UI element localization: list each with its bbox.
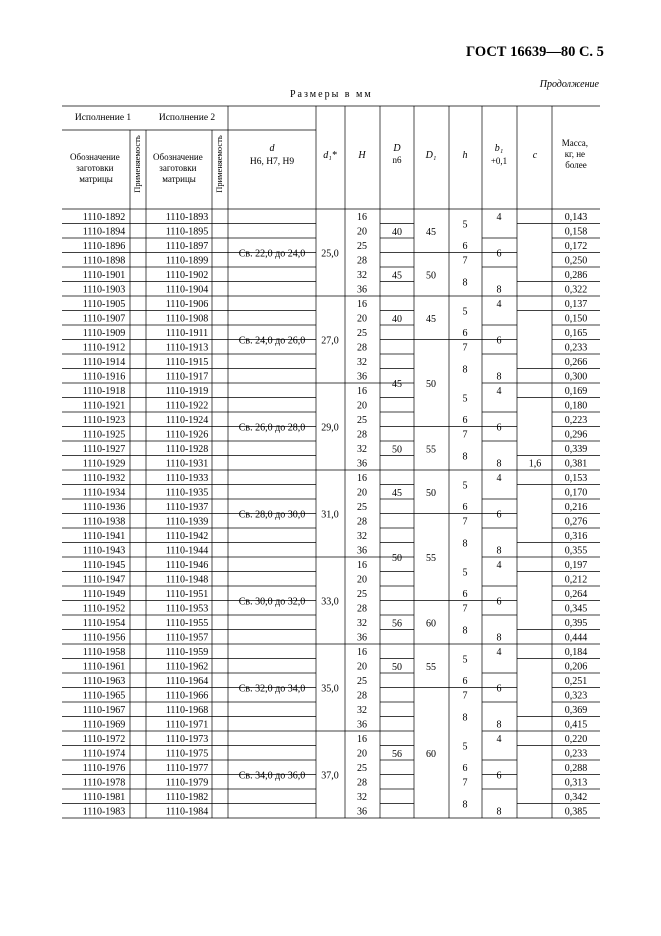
d-cell: Св. 34,0 до 36,0 [238,770,306,782]
H-value: 32 [357,531,367,542]
D-cell: 50 [392,444,402,456]
b1-cell: 8 [496,632,502,644]
h-cell: 5 [462,567,468,579]
designation-1: 1110-1916 [82,371,126,383]
mass-value: 0,345 [564,603,588,615]
mass-value: 0,250 [564,255,588,267]
designation-1: 1110-1923 [82,415,126,426]
table-grid [62,106,600,818]
H-value: 25 [357,415,367,426]
mass-value: 0,158 [564,226,588,238]
b1-cell: 6 [496,596,502,608]
designation-2: 1110-1979 [165,777,209,789]
mass-value: 0,322 [564,284,588,296]
header-designation-1-line1: Обозначение [70,152,120,162]
H-value: 36 [357,632,367,644]
designation-1: 1110-1901 [82,270,126,281]
designation-1: 1110-1925 [82,429,126,441]
mass-value: 0,180 [564,400,588,412]
designation-1: 1110-1969 [82,719,126,731]
mass-value: 0,342 [564,792,588,803]
H-value: 36 [357,371,367,383]
b1-cell: 8 [496,458,502,470]
designation-2: 1110-1959 [165,647,209,658]
D1-cell: 50 [426,379,436,390]
mass-value: 0,216 [564,502,588,513]
mass-value: 0,385 [564,806,588,818]
designation-1: 1110-1938 [82,516,126,528]
mass-value: 0,184 [564,647,588,658]
h-cell: 6 [462,241,468,252]
designation-2: 1110-1915 [165,357,209,368]
d1-cell: 29,0 [321,422,339,434]
designation-1: 1110-1914 [82,357,126,368]
H-value: 36 [357,719,367,731]
h-cell: 6 [462,589,468,600]
designation-1: 1110-1918 [82,386,126,397]
H-value: 20 [357,574,367,586]
h-cell: 7 [462,603,468,615]
d-cell: Св. 24,0 до 26,0 [238,335,306,347]
header-designation-1-line2: заготовки [76,163,114,173]
mass-value: 0,220 [564,734,588,745]
designation-2: 1110-1899 [165,255,209,267]
designation-2: 1110-1922 [165,400,209,412]
h-cell: 7 [462,342,468,354]
designation-1: 1110-1936 [82,502,126,513]
designation-1: 1110-1912 [82,342,126,354]
b1-cell: 6 [496,422,502,434]
designation-1: 1110-1934 [82,487,126,499]
h-cell: 7 [462,777,468,789]
designation-2: 1110-1984 [165,806,209,818]
continued-label: Продолжение [539,79,599,90]
H-value: 16 [357,473,367,484]
header-ispolnenie-1: Исполнение 1 [74,113,132,123]
b1-cell: 4 [496,560,502,571]
designation-2: 1110-1977 [165,763,209,774]
c-cell: 1,6 [528,458,542,470]
d-cell: Св. 30,0 до 32,0 [238,596,306,608]
D-cell: 56 [392,618,402,630]
H-value: 28 [357,342,367,354]
header-h-symbol: h [462,150,468,161]
H-value: 32 [357,444,367,455]
H-value: 36 [357,284,367,296]
designation-1: 1110-1943 [82,545,126,557]
h-cell: 5 [462,306,468,318]
designation-2: 1110-1933 [165,473,209,484]
H-value: 16 [357,386,367,397]
h-cell: 6 [462,763,468,774]
mass-value: 0,233 [564,342,588,354]
designation-1: 1110-1978 [82,777,126,789]
designation-1: 1110-1956 [82,632,126,644]
designation-2: 1110-1957 [165,632,209,644]
b1-cell: 4 [496,212,502,223]
H-value: 25 [357,241,367,252]
mass-value: 0,444 [564,632,588,644]
designation-2: 1110-1939 [165,516,209,528]
designation-2: 1110-1926 [165,429,209,441]
h-cell: 6 [462,415,468,426]
D-cell: 45 [392,487,402,499]
mass-value: 0,300 [564,371,588,383]
designation-1: 1110-1952 [82,603,126,615]
H-value: 32 [357,705,367,716]
designation-2: 1110-1944 [165,545,209,557]
D1-cell: 50 [426,270,436,282]
D1-cell: 50 [426,487,436,499]
h-cell: 5 [462,480,468,492]
mass-value: 0,266 [564,357,588,368]
header-d-symbol: d [269,143,275,154]
designation-1: 1110-1974 [82,748,126,760]
h-cell: 5 [462,219,468,231]
D1-cell: 55 [426,661,436,673]
b1-cell: 8 [496,719,502,731]
b1-cell: 4 [496,473,502,484]
header-designation-2 [153,152,205,184]
table-body [83,212,588,818]
designation-1: 1110-1941 [82,531,126,542]
b1-cell: 6 [496,683,502,695]
D1-cell: 55 [426,444,436,456]
mass-value: 0,381 [564,458,588,470]
h-cell: 7 [462,516,468,528]
H-value: 20 [357,226,367,238]
b1-cell: 8 [496,806,502,818]
H-value: 28 [357,516,367,528]
D-cell: 40 [392,226,402,238]
h-cell: 7 [462,255,468,267]
designation-1: 1110-1981 [82,792,126,803]
mass-value: 0,395 [564,618,588,629]
mass-value: 0,170 [564,487,588,499]
header-mass-line1: Масса, [561,138,589,148]
H-value: 36 [357,458,367,470]
designation-2: 1110-1951 [165,589,209,600]
mass-value: 0,137 [564,299,588,310]
h-cell: 6 [462,676,468,687]
b1-cell: 4 [496,299,502,310]
designation-2: 1110-1902 [165,270,209,281]
d1-cell: 35,0 [321,683,339,695]
designation-1: 1110-1958 [82,647,126,658]
H-value: 36 [357,545,367,557]
header-D1-symbol: D₁ [425,150,437,161]
H-value: 25 [357,763,367,774]
b1-cell: 6 [496,248,502,260]
designation-2: 1110-1919 [165,386,209,397]
header-mass [562,138,591,170]
H-value: 20 [357,400,367,412]
b1-cell: 6 [496,335,502,347]
designation-1: 1110-1898 [82,255,126,267]
d1-cell: 33,0 [321,596,339,608]
D1-cell: 60 [426,618,436,630]
D-cell: 50 [392,553,402,564]
header-designation-1-line3: матрицы [79,174,113,184]
header-applicability-2: Применяемость [214,135,224,193]
designation-2: 1110-1893 [165,212,209,223]
designation-1: 1110-1947 [82,574,126,586]
mass-value: 0,313 [564,777,588,789]
H-value: 28 [357,690,367,702]
mass-value: 0,339 [564,444,588,455]
b1-cell: 4 [496,734,502,745]
D-cell: 40 [392,313,402,325]
designation-2: 1110-1937 [165,502,209,513]
H-value: 28 [357,603,367,615]
designation-2: 1110-1964 [165,676,209,687]
D1-cell: 45 [426,226,436,238]
H-value: 20 [357,313,367,325]
mass-value: 0,286 [564,270,588,281]
h-cell: 8 [462,277,468,289]
mass-value: 0,296 [564,429,588,441]
h-cell: 8 [462,625,468,637]
designation-2: 1110-1931 [165,458,209,470]
header-applicability-1: Применяемость [132,135,142,193]
h-cell: 8 [462,451,468,463]
H-value: 25 [357,589,367,600]
mass-value: 0,172 [564,241,588,252]
designation-1: 1110-1983 [82,806,126,818]
b1-cell: 4 [496,647,502,658]
header-designation-2-line3: матрицы [162,174,196,184]
mass-value: 0,223 [564,415,588,426]
designation-2: 1110-1906 [165,299,209,310]
designation-1: 1110-1961 [82,661,126,673]
header-mass-line2: кг, не [564,149,586,159]
b1-cell: 8 [496,545,502,557]
D-cell: 56 [392,748,402,760]
H-value: 20 [357,487,367,499]
designation-2: 1110-1955 [165,618,209,629]
mass-value: 0,288 [564,763,588,774]
h-cell: 8 [462,799,468,811]
H-value: 16 [357,647,367,658]
d-cell: Св. 32,0 до 34,0 [238,683,306,695]
h-cell: 8 [462,538,468,550]
page-header: ГОСТ 16639—80 С. 5 [466,44,604,60]
H-value: 36 [357,806,367,818]
designation-2: 1110-1942 [165,531,209,542]
designation-1: 1110-1954 [82,618,126,629]
designation-1: 1110-1907 [82,313,126,325]
mass-value: 0,169 [564,386,588,397]
mass-value: 0,355 [564,545,588,557]
b1-cell: 4 [496,386,502,397]
designation-1: 1110-1909 [82,328,126,339]
d-cell: Св. 26,0 до 28,0 [238,422,306,434]
designation-1: 1110-1892 [82,212,126,223]
designation-2: 1110-1948 [165,574,209,586]
header-d-tolerance: H6, H7, H9 [249,157,295,167]
h-cell: 5 [462,741,468,753]
designation-2: 1110-1917 [165,371,209,383]
header-designation-1 [70,152,122,184]
designation-1: 1110-1921 [82,400,126,412]
mass-value: 0,150 [564,313,588,325]
dimensions-caption: Размеры в мм [290,89,373,100]
header-designation-2-line1: Обозначение [153,152,203,162]
D-cell: 45 [392,379,402,390]
mass-value: 0,415 [564,719,588,731]
mass-value: 0,369 [564,705,588,716]
mass-value: 0,143 [564,212,588,223]
designation-1: 1110-1949 [82,589,126,600]
H-value: 25 [357,502,367,513]
designation-1: 1110-1972 [82,734,126,745]
b1-cell: 8 [496,371,502,383]
header-designation-2-line2: заготовки [159,163,197,173]
designation-2: 1110-1928 [165,444,209,455]
H-value: 32 [357,792,367,803]
header-b1-tolerance: +0,1 [490,156,508,166]
h-cell: 8 [462,712,468,724]
H-value: 16 [357,560,367,571]
H-value: 16 [357,299,367,310]
h-cell: 8 [462,364,468,376]
mass-value: 0,153 [564,473,588,484]
designation-2: 1110-1982 [165,792,209,803]
d-cell: Св. 22,0 до 24,0 [238,248,306,260]
designation-2: 1110-1924 [165,415,209,426]
designation-1: 1110-1963 [82,676,126,687]
d1-cell: 37,0 [321,770,339,782]
mass-value: 0,197 [564,560,588,571]
designation-2: 1110-1904 [165,284,209,296]
designation-2: 1110-1968 [165,705,209,716]
H-value: 32 [357,618,367,629]
header-H-symbol: H [358,150,366,161]
header-c-symbol: c [532,150,538,161]
D-cell: 50 [392,661,402,673]
H-value: 25 [357,676,367,687]
designation-2: 1110-1908 [165,313,209,325]
header-D-tolerance: n6 [392,155,402,165]
b1-cell: 6 [496,770,502,782]
H-value: 25 [357,328,367,339]
designation-2: 1110-1973 [165,734,209,745]
h-cell: 7 [462,429,468,441]
d-cell: Св. 28,0 до 30,0 [238,509,306,521]
header-D-symbol: D [393,143,401,154]
H-value: 32 [357,270,367,281]
mass-value: 0,206 [564,661,588,673]
H-value: 28 [357,429,367,441]
H-value: 28 [357,255,367,267]
designation-2: 1110-1971 [165,719,209,731]
designation-1: 1110-1894 [82,226,126,238]
H-value: 28 [357,777,367,789]
d1-cell: 31,0 [321,509,339,521]
h-cell: 6 [462,502,468,513]
H-value: 20 [357,661,367,673]
designation-2: 1110-1895 [165,226,209,238]
designation-1: 1110-1927 [82,444,126,455]
D1-cell: 55 [426,553,436,564]
H-value: 16 [357,734,367,745]
header-ispolnenie-2: Исполнение 2 [158,113,216,123]
designation-1: 1110-1932 [82,473,126,484]
h-cell: 5 [462,393,468,405]
designation-1: 1110-1967 [82,705,126,716]
H-value: 32 [357,357,367,368]
H-value: 16 [357,212,367,223]
designation-2: 1110-1946 [165,560,209,571]
designation-2: 1110-1962 [165,661,209,673]
b1-cell: 8 [496,284,502,296]
mass-value: 0,264 [564,589,588,600]
mass-value: 0,276 [564,516,588,528]
designation-1: 1110-1896 [82,241,126,252]
d1-cell: 27,0 [321,335,339,347]
mass-value: 0,251 [564,676,588,687]
header-b1-symbol: b₁ [494,143,504,154]
h-cell: 5 [462,654,468,666]
designation-1: 1110-1903 [82,284,126,296]
designation-2: 1110-1913 [165,342,209,354]
designation-2: 1110-1966 [165,690,209,702]
d1-cell: 25,0 [321,248,339,260]
D1-cell: 45 [426,313,436,325]
mass-value: 0,212 [564,574,588,586]
mass-value: 0,316 [564,531,588,542]
b1-cell: 6 [496,509,502,521]
h-cell: 7 [462,690,468,702]
header-d1-symbol: d₁* [323,150,337,161]
designation-2: 1110-1975 [165,748,209,760]
h-cell: 6 [462,328,468,339]
H-value: 20 [357,748,367,760]
designation-2: 1110-1897 [165,241,209,252]
mass-value: 0,233 [564,748,588,760]
designation-2: 1110-1953 [165,603,209,615]
designation-1: 1110-1905 [82,299,126,310]
designation-1: 1110-1965 [82,690,126,702]
mass-value: 0,323 [564,690,588,702]
header-mass-line3: более [565,160,587,170]
designation-1: 1110-1945 [82,560,126,571]
designation-1: 1110-1976 [82,763,126,774]
D1-cell: 60 [426,748,436,760]
designation-2: 1110-1911 [165,328,209,339]
mass-value: 0,165 [564,328,588,339]
D-cell: 45 [392,270,402,282]
designation-1: 1110-1929 [82,458,126,470]
designation-2: 1110-1935 [165,487,209,499]
